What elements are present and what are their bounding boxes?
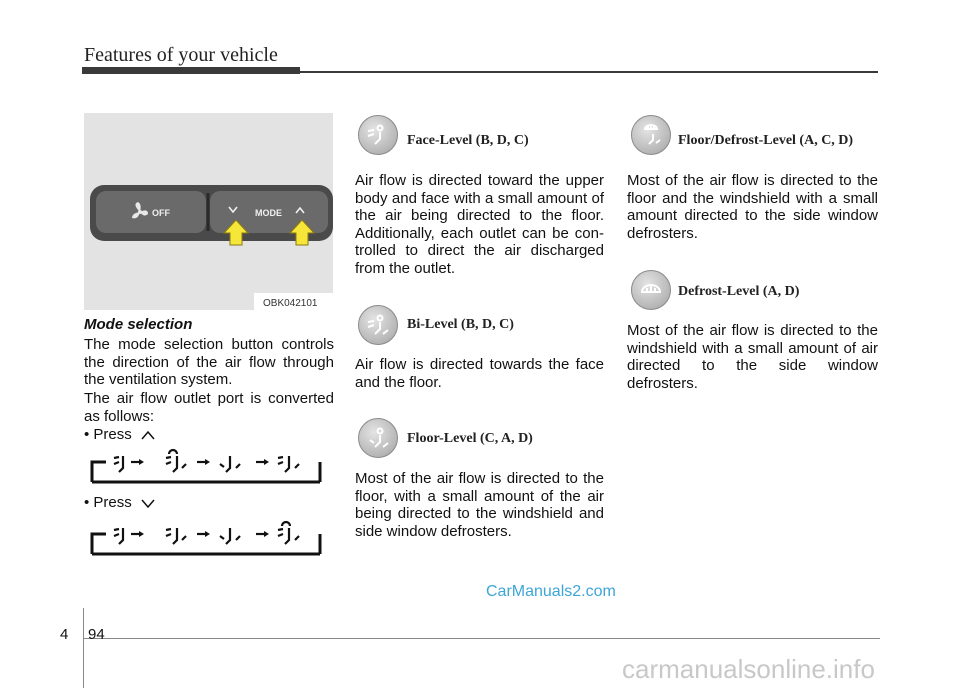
chapter-number: 4	[60, 626, 69, 643]
floor-defrost-icon	[631, 115, 671, 155]
face-level-text: Air flow is directed toward the upper body and face with a small amount of the air being directed to the floor. Additionally, each outlet can be con-trolled to direct the air discharged from the outlet.	[355, 172, 604, 277]
defrost-icon	[631, 270, 671, 310]
mode-sequence-down-diagram	[86, 520, 326, 560]
chevron-up-icon	[140, 429, 156, 441]
floor-level-icon	[358, 418, 398, 458]
mode-selection-para2: The air flow outlet port is converted as follows:	[84, 390, 334, 425]
floor-level-text: Most of the air flow is directed to the floor, with a small amount of the air being directed to the windshield and side window defrosters.	[355, 470, 604, 540]
bi-level-text: Air flow is directed towards the face and the floor.	[355, 356, 604, 391]
press-down-text: • Press	[84, 494, 132, 511]
mode-sequence-down	[86, 520, 326, 560]
defrost-text: Most of the air flow is directed to the windshield with a small amount of air directed to the side window defrosters.	[627, 322, 878, 392]
chevron-down-icon	[140, 497, 156, 509]
press-up-label	[84, 426, 156, 444]
mode-sequence-up-diagram	[86, 448, 326, 488]
bi-level-title: Bi-Level (B, D, C)	[407, 317, 514, 332]
floor-level-title: Floor-Level (C, A, D)	[407, 431, 533, 446]
site-watermark: carmanualsonline.info	[622, 654, 875, 684]
mode-sequence-up	[86, 448, 326, 488]
carmanuals-watermark[interactable]: CarManuals2.com	[486, 583, 616, 600]
page-header-title: Features of your vehicle	[84, 44, 278, 66]
mode-selection-para1: The mode selection button controls the direction of the air flow through the ventilation system.	[84, 336, 334, 388]
face-level-icon	[358, 115, 398, 155]
off-label: OFF	[152, 208, 170, 218]
defrost-title: Defrost-Level (A, D)	[678, 284, 800, 299]
header-bar	[82, 67, 300, 74]
control-panel-illustration	[84, 113, 333, 310]
face-level-title: Face-Level (B, D, C)	[407, 133, 529, 148]
floor-defrost-text: Most of the air flow is directed to the floor and the windshield with a small amount directed to the side window defrosters.	[627, 172, 878, 242]
press-up-text: • Press	[84, 426, 132, 443]
control-panel-photo	[84, 113, 333, 310]
photo-code: OBK042101	[263, 298, 318, 309]
mode-selection-heading: Mode selection	[84, 316, 193, 333]
footer-rule	[83, 638, 880, 639]
header-rule	[300, 71, 878, 73]
mode-label: MODE	[255, 208, 282, 218]
press-down-label	[84, 494, 156, 512]
page-number: 94	[88, 626, 105, 643]
footer-divider	[83, 608, 84, 688]
floor-defrost-title: Floor/Defrost-Level (A, C, D)	[678, 133, 854, 148]
bi-level-icon	[358, 305, 398, 345]
